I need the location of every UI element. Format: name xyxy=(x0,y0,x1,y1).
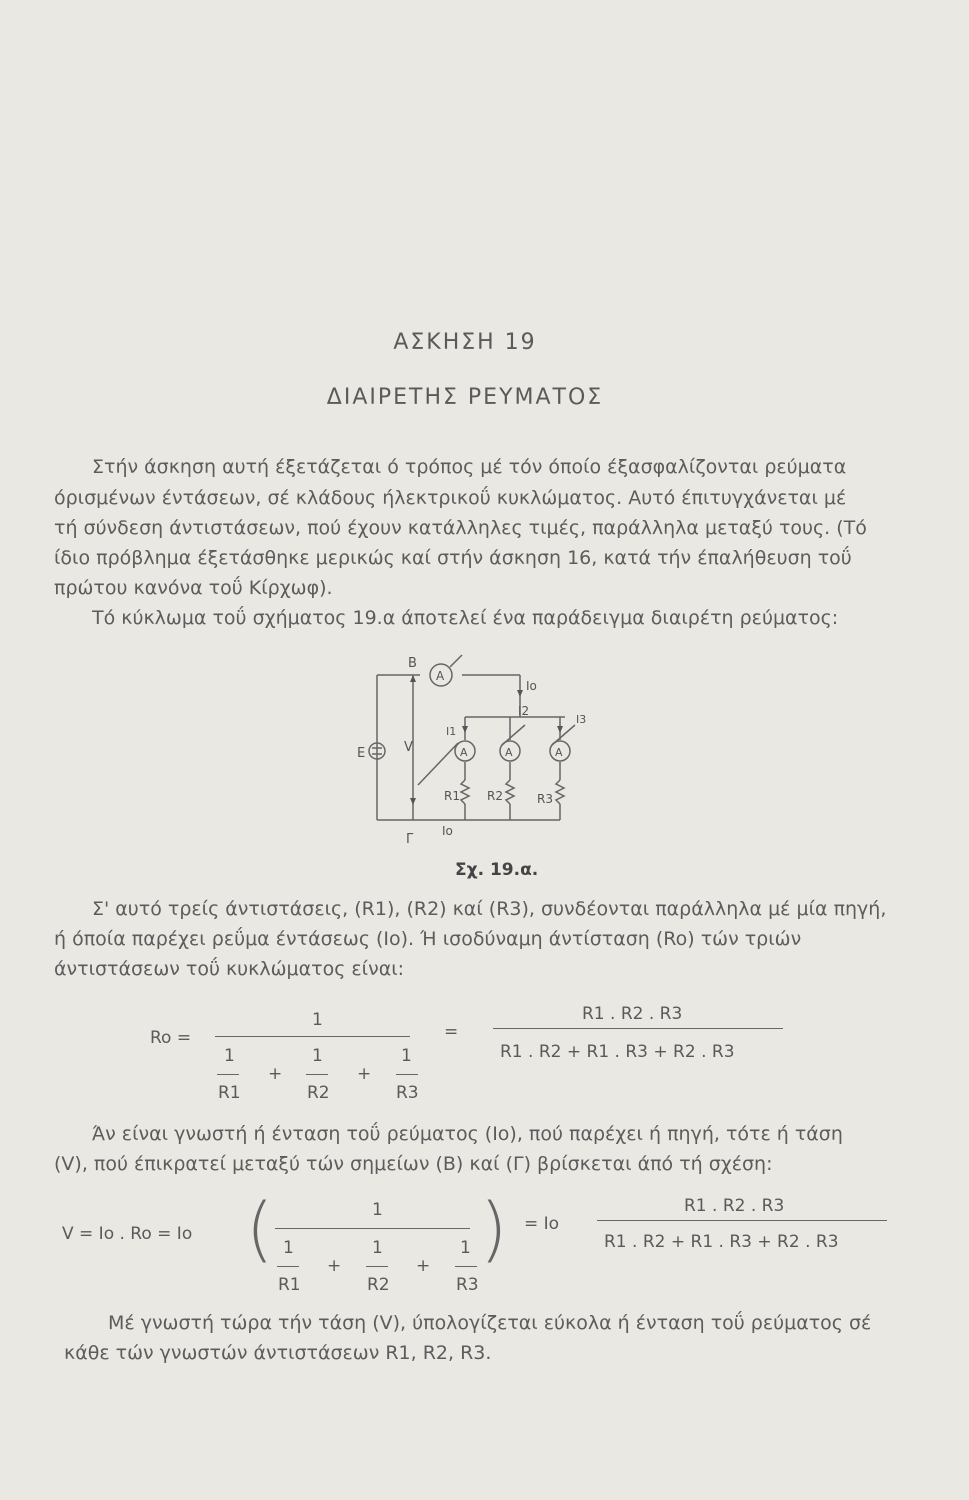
eq2-equals: = Io xyxy=(524,1214,560,1234)
eq1-den-3: 1 xyxy=(401,1046,412,1066)
para3-line-2: (V), πού έπικρατεί μεταξύ τών σημείων (Β) καί (Γ) βρίσκεται άπό τή σχέση: xyxy=(54,1153,773,1175)
circuit-diagram xyxy=(330,645,600,855)
eq2-plus-1: + xyxy=(327,1256,342,1276)
figure-caption: Σχ. 19.α. xyxy=(455,860,539,880)
para4-line-1: Μέ γνωστή τώρα τήν τάση (V), ύπολογίζεται εύκολα ή ένταση τοΰ ρεύματος σέ xyxy=(108,1312,872,1334)
eq2-rhs-den: R1 . R2 + R1 . R3 + R2 . R3 xyxy=(604,1232,839,1252)
eq1-rhs-num: R1 . R2 . R3 xyxy=(582,1004,683,1024)
para2-line-3: άντιστάσεων τοΰ κυκλώματος είναι: xyxy=(54,958,405,980)
eq1-den-2: 1 xyxy=(312,1046,323,1066)
eq2-den-2: 1 xyxy=(372,1238,383,1258)
label-G: Γ xyxy=(406,832,414,847)
eq1-plus-1: + xyxy=(268,1064,283,1084)
label-B: Β xyxy=(408,656,417,671)
exercise-title: ΑΣΚΗΣΗ 19 xyxy=(393,330,537,355)
eq1-den-1: 1 xyxy=(224,1046,235,1066)
exercise-subtitle: ΔΙΑΙΡΕΤΗΣ ΡΕΥΜΑΤΟΣ xyxy=(326,385,604,410)
eq1-fraction-bar xyxy=(215,1036,410,1037)
eq2-fraction-bar xyxy=(275,1228,470,1229)
label-Io-top: Io xyxy=(526,679,537,693)
eq2-var-1: R1 xyxy=(278,1275,301,1295)
eq2-rhs-bar xyxy=(597,1220,887,1221)
eq1-sub-bar-3 xyxy=(396,1074,418,1075)
intro-line-1: Στήν άσκηση αυτή έξετάζεται ό τρόπος μέ τόν όποίο έξασφαλίζονται ρεύματα xyxy=(92,456,847,478)
eq1-sub-bar-1 xyxy=(217,1074,239,1075)
eq2-paren-left: ( xyxy=(246,1188,274,1270)
eq1-var-3: R3 xyxy=(396,1083,419,1103)
eq1-lhs: Ro = xyxy=(150,1028,192,1048)
eq2-sub-bar-3 xyxy=(455,1266,477,1267)
eq2-rhs-num: R1 . R2 . R3 xyxy=(684,1196,785,1216)
label-I2: I2 xyxy=(518,704,530,718)
eq2-sub-bar-2 xyxy=(366,1266,388,1267)
label-R1: R1 xyxy=(444,789,460,803)
eq1-rhs-den: R1 . R2 + R1 . R3 + R2 . R3 xyxy=(500,1042,735,1062)
eq1-num: 1 xyxy=(312,1010,323,1030)
eq1-sub-bar-2 xyxy=(306,1074,328,1075)
label-R2: R2 xyxy=(487,789,503,803)
para2-line-1: Σ' αυτό τρείς άντιστάσεις, (R1), (R2) καί (R3), συνδέονται παράλληλα μέ μία πηγή, xyxy=(92,898,887,920)
eq1-plus-2: + xyxy=(357,1064,372,1084)
intro-line-6: Τό κύκλωμα τοΰ σχήματος 19.α άποτελεί ένα παράδειγμα διαιρέτη ρεύματος: xyxy=(92,607,839,629)
intro-line-5: πρώτου κανόνα τοΰ Κίρχωφ). xyxy=(54,577,333,599)
label-I1: I1 xyxy=(446,725,457,738)
ammeter-1-label: A xyxy=(460,746,468,759)
eq2-den-3: 1 xyxy=(460,1238,471,1258)
eq1-var-1: R1 xyxy=(218,1083,241,1103)
label-Io-bottom: Io xyxy=(442,824,453,838)
eq2-var-2: R2 xyxy=(367,1275,390,1295)
intro-line-4: ίδιο πρόβλημα έξετάσθηκε μερικώς καί στήν άσκηση 16, κατά τήν έπαλήθευση τοΰ xyxy=(54,547,852,569)
eq2-paren-right: ) xyxy=(480,1188,508,1270)
eq1-var-2: R2 xyxy=(307,1083,330,1103)
label-R3: R3 xyxy=(537,792,553,806)
para3-line-1: Άν είναι γνωστή ή ένταση τοΰ ρεύματος (Io), πού παρέχει ή πηγή, τότε ή τάση xyxy=(92,1123,843,1145)
label-E: Ε xyxy=(357,746,366,761)
eq2-num: 1 xyxy=(372,1200,383,1220)
eq1-rhs-bar xyxy=(493,1028,783,1029)
ammeter-top-label: A xyxy=(436,669,445,683)
eq1-equals: = xyxy=(444,1022,459,1042)
eq2-den-1: 1 xyxy=(283,1238,294,1258)
ammeter-2-label: A xyxy=(505,746,513,759)
intro-line-2: όρισμένων έντάσεων, σέ κλάδους ήλεκτρικοΰ κυκλώματος. Αυτό έπιτυγχάνεται μέ xyxy=(54,487,847,509)
eq2-plus-2: + xyxy=(416,1256,431,1276)
para4-line-2: κάθε τών γνωστών άντιστάσεων R1, R2, R3. xyxy=(64,1342,492,1364)
eq2-var-3: R3 xyxy=(456,1275,479,1295)
ammeter-3-label: A xyxy=(555,746,563,759)
label-V: V xyxy=(404,740,413,755)
eq2-sub-bar-1 xyxy=(277,1266,299,1267)
intro-line-3: τή σύνδεση άντιστάσεων, πού έχουν κατάλληλες τιμές, παράλληλα μεταξύ τους. (Τό xyxy=(54,517,867,539)
eq2-lhs: V = Io . Ro = Io xyxy=(62,1224,193,1244)
para2-line-2: ή όποία παρέχει ρεΰμα έντάσεως (Io). Ή ισοδύναμη άντίσταση (Ro) τών τριών xyxy=(54,928,802,950)
label-I3: I3 xyxy=(576,713,587,726)
